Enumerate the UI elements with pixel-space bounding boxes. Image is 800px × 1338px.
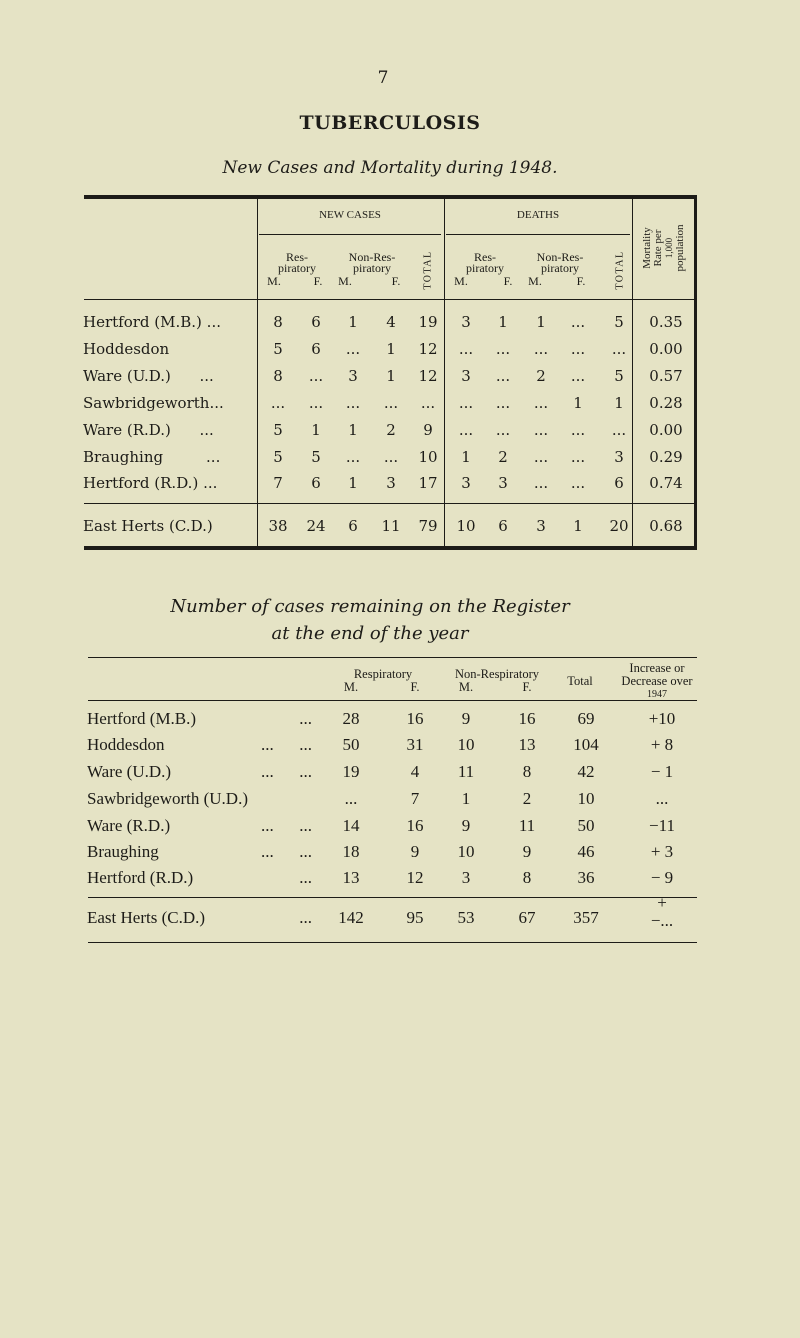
header-respiratory bbox=[278, 252, 316, 274]
divider bbox=[84, 299, 694, 300]
cell: ... bbox=[458, 394, 474, 412]
cell: ... bbox=[495, 340, 511, 358]
cell: 3 bbox=[386, 474, 396, 492]
cell: 1 bbox=[536, 313, 546, 331]
row-dots: ... ... bbox=[261, 735, 312, 754]
header-non-respiratory: Non-Respiratory bbox=[454, 667, 540, 681]
cell: 10 bbox=[457, 735, 475, 754]
header-text: Res- bbox=[286, 250, 308, 264]
cell: 2 bbox=[522, 789, 532, 808]
cell: ... bbox=[344, 789, 358, 808]
cell: ... bbox=[495, 421, 511, 439]
cell: 104 bbox=[573, 735, 599, 754]
cell: 3 bbox=[536, 517, 546, 535]
cell: 20 bbox=[609, 517, 629, 535]
row-label: Ware (U.D.) ... bbox=[83, 367, 214, 385]
cell: 1 bbox=[386, 340, 396, 358]
cell: 10 bbox=[577, 789, 595, 808]
cell: ... bbox=[611, 340, 627, 358]
cell: 5 bbox=[273, 448, 283, 466]
cell: 36 bbox=[577, 868, 595, 887]
cell: 3 bbox=[498, 474, 508, 492]
divider bbox=[88, 657, 697, 658]
cell: 1 bbox=[498, 313, 508, 331]
cell: 17 bbox=[418, 474, 438, 492]
cell: 69 bbox=[577, 709, 595, 728]
cell: 3 bbox=[461, 313, 471, 331]
cell: 11 bbox=[457, 762, 475, 781]
divider bbox=[88, 700, 697, 701]
header-total: TOTAL bbox=[614, 250, 626, 290]
cell: 7 bbox=[273, 474, 283, 492]
divider bbox=[446, 234, 630, 235]
cell: 53 bbox=[457, 908, 475, 927]
mortality-line: Mortality bbox=[641, 227, 653, 269]
row-dots: ... bbox=[299, 908, 312, 927]
cell: 5 bbox=[614, 367, 624, 385]
header-new-cases: NEW CASES bbox=[319, 209, 381, 221]
row-label: Ware (R.D.) ... bbox=[83, 421, 214, 439]
cell: 5 bbox=[273, 340, 283, 358]
cell: ... bbox=[570, 448, 586, 466]
header-change-line: Decrease over bbox=[621, 674, 693, 688]
cell: 12 bbox=[418, 367, 438, 385]
cell: 9 bbox=[522, 842, 532, 861]
header-change bbox=[621, 662, 692, 701]
cell: 2 bbox=[386, 421, 396, 439]
cell: ... bbox=[533, 340, 549, 358]
cell: 142 bbox=[338, 908, 364, 927]
cell: ... bbox=[495, 367, 511, 385]
row-label: Hoddesdon bbox=[83, 340, 170, 358]
cell: 79 bbox=[418, 517, 438, 535]
cell: 9 bbox=[410, 842, 420, 861]
cell: − 1 bbox=[650, 762, 674, 781]
mortality-line: population bbox=[674, 224, 686, 272]
header-text: Non-Res- bbox=[348, 250, 396, 264]
mortality-line: 1,000 bbox=[664, 237, 674, 259]
cell: 11 bbox=[518, 816, 536, 835]
row-dots: ... bbox=[299, 868, 312, 887]
cell: −11 bbox=[649, 816, 675, 835]
table1-right-rule bbox=[694, 195, 697, 550]
row-label: Sawbridgeworth (U.D.) bbox=[87, 789, 248, 808]
table1-subtitle: New Cases and Mortality during 1948. bbox=[222, 158, 558, 178]
cell: 5 bbox=[311, 448, 321, 466]
cell: 8 bbox=[273, 367, 283, 385]
divider bbox=[632, 199, 633, 547]
cell: ... bbox=[570, 340, 586, 358]
cell: 3 bbox=[461, 474, 471, 492]
header-respiratory bbox=[466, 252, 504, 274]
table1-top-rule bbox=[84, 195, 697, 199]
header-total: TOTAL bbox=[422, 250, 434, 290]
cell: 1 bbox=[311, 421, 321, 439]
page-title: TUBERCULOSIS bbox=[299, 112, 481, 134]
header-text: Non-Res- bbox=[536, 250, 584, 264]
cell: ... bbox=[420, 394, 436, 412]
header-total: Total bbox=[567, 674, 593, 688]
cell: 13 bbox=[518, 735, 536, 754]
row-dots: ... ... bbox=[261, 816, 312, 835]
cell: ... bbox=[533, 474, 549, 492]
cell: ... bbox=[458, 340, 474, 358]
cell: ... bbox=[308, 394, 324, 412]
cell: ... bbox=[570, 367, 586, 385]
header-text: piratory bbox=[352, 261, 391, 275]
cell: 18 bbox=[342, 842, 360, 861]
cell: 19 bbox=[418, 313, 438, 331]
cell: ... bbox=[495, 394, 511, 412]
header-f: F. bbox=[410, 680, 420, 694]
row-label: Hoddesdon bbox=[87, 735, 165, 754]
cell: ... bbox=[570, 474, 586, 492]
cell: 10 bbox=[456, 517, 476, 535]
cell: 0.00 bbox=[649, 421, 683, 439]
cell: 3 bbox=[614, 448, 624, 466]
row-label: Sawbridgeworth... bbox=[83, 394, 224, 412]
cell: 0.28 bbox=[649, 394, 683, 412]
cell: 8 bbox=[522, 868, 532, 887]
cell: 50 bbox=[577, 816, 595, 835]
cell: 0.68 bbox=[649, 517, 683, 535]
divider bbox=[259, 234, 441, 235]
cell: 10 bbox=[457, 842, 475, 861]
cell: 16 bbox=[518, 709, 536, 728]
row-label: Hertford (R.D.) ... bbox=[83, 474, 218, 492]
cell: 24 bbox=[306, 517, 326, 535]
cell: 7 bbox=[410, 789, 420, 808]
header-deaths: DEATHS bbox=[516, 209, 560, 221]
header-m: M. bbox=[267, 274, 281, 288]
divider bbox=[88, 897, 697, 898]
header-respiratory: Respiratory bbox=[353, 667, 413, 681]
cell: 357 bbox=[573, 908, 599, 927]
header-text: piratory bbox=[278, 261, 316, 275]
header-change-line: 1947 bbox=[646, 689, 667, 700]
header-m: M. bbox=[338, 274, 352, 288]
cell: 5 bbox=[614, 313, 624, 331]
cell: ... bbox=[345, 448, 361, 466]
cell: ... bbox=[383, 394, 399, 412]
row-label: Hertford (M.B.) bbox=[87, 709, 197, 728]
cell: 9 bbox=[461, 816, 471, 835]
cell: ... bbox=[458, 421, 474, 439]
cell: ... bbox=[570, 313, 586, 331]
row-label: East Herts (C.D.) bbox=[83, 517, 213, 535]
cell: +10 bbox=[648, 709, 676, 728]
mortality-line: Rate per bbox=[652, 229, 664, 267]
cell: ... bbox=[611, 421, 627, 439]
divider bbox=[257, 199, 258, 547]
cell: 12 bbox=[418, 340, 438, 358]
cell: 6 bbox=[311, 313, 321, 331]
cell: ... bbox=[308, 367, 324, 385]
header-f: F. bbox=[391, 274, 401, 288]
cell: 38 bbox=[268, 517, 288, 535]
row-label: Hertford (R.D.) bbox=[87, 868, 194, 887]
row-label: Ware (R.D.) bbox=[87, 816, 171, 835]
header-m: M. bbox=[454, 274, 468, 288]
cell: 3 bbox=[461, 367, 471, 385]
header-f: F. bbox=[313, 274, 323, 288]
header-text: piratory bbox=[466, 261, 504, 275]
cell: 6 bbox=[614, 474, 624, 492]
cell: 1 bbox=[573, 394, 583, 412]
divider bbox=[84, 503, 694, 504]
cell: ... bbox=[655, 789, 669, 808]
cell: ... bbox=[533, 448, 549, 466]
cell: 31 bbox=[406, 735, 424, 754]
cell: + 8 bbox=[650, 735, 674, 754]
cell: 6 bbox=[348, 517, 358, 535]
cell: 13 bbox=[342, 868, 360, 887]
row-dots: ... ... bbox=[261, 762, 312, 781]
row-dots: ... ... bbox=[261, 842, 312, 861]
cell: 4 bbox=[410, 762, 420, 781]
cell: 6 bbox=[498, 517, 508, 535]
cell: 2 bbox=[498, 448, 508, 466]
cell: ... bbox=[533, 394, 549, 412]
divider bbox=[88, 942, 697, 943]
cell: 8 bbox=[522, 762, 532, 781]
header-m: M. bbox=[528, 274, 542, 288]
cell: 1 bbox=[348, 421, 358, 439]
header-non-respiratory bbox=[349, 252, 396, 274]
header-mortality bbox=[642, 224, 686, 271]
cell: 1 bbox=[461, 789, 471, 808]
divider bbox=[444, 199, 445, 547]
cell: 1 bbox=[461, 448, 471, 466]
cell: 11 bbox=[381, 517, 401, 535]
cell: ... bbox=[345, 394, 361, 412]
table2-title-line2: at the end of the year bbox=[271, 623, 469, 644]
cell: 95 bbox=[406, 908, 424, 927]
cell: 0.74 bbox=[649, 474, 683, 492]
header-f: F. bbox=[503, 274, 513, 288]
cell: 0.35 bbox=[649, 313, 683, 331]
cell: 1 bbox=[348, 313, 358, 331]
cell: 1 bbox=[614, 394, 624, 412]
cell: 1 bbox=[573, 517, 583, 535]
cell: 8 bbox=[273, 313, 283, 331]
cell: 0.29 bbox=[649, 448, 683, 466]
cell: 42 bbox=[577, 762, 595, 781]
cell: ... bbox=[383, 448, 399, 466]
cell: ... bbox=[345, 340, 361, 358]
cell: 6 bbox=[311, 340, 321, 358]
header-m: M. bbox=[458, 680, 474, 694]
cell: 16 bbox=[406, 816, 424, 835]
cell: 5 bbox=[273, 421, 283, 439]
cell: 9 bbox=[423, 421, 433, 439]
cell: + −... bbox=[650, 893, 674, 930]
table2-title-line1: Number of cases remaining on the Register bbox=[170, 596, 570, 617]
row-label: Braughing bbox=[87, 842, 159, 861]
cell: 28 bbox=[342, 709, 360, 728]
cell: 6 bbox=[311, 474, 321, 492]
header-f: F. bbox=[576, 274, 586, 288]
cell: ... bbox=[533, 421, 549, 439]
page-number: 7 bbox=[377, 68, 389, 88]
table1-bottom-rule bbox=[84, 546, 697, 550]
header-text: Res- bbox=[474, 250, 496, 264]
cell: 16 bbox=[406, 709, 424, 728]
row-label: East Herts (C.D.) bbox=[87, 908, 206, 927]
row-dots: ... bbox=[299, 709, 312, 728]
cell: − 9 bbox=[650, 868, 674, 887]
cell: 9 bbox=[461, 709, 471, 728]
header-non-respiratory bbox=[537, 252, 584, 274]
cell: 4 bbox=[386, 313, 396, 331]
cell: 2 bbox=[536, 367, 546, 385]
cell: 19 bbox=[342, 762, 360, 781]
cell: 10 bbox=[418, 448, 438, 466]
header-f: F. bbox=[522, 680, 532, 694]
cell: 67 bbox=[518, 908, 536, 927]
row-label: Braughing ... bbox=[83, 448, 221, 466]
header-change-line: Increase or bbox=[629, 661, 685, 675]
cell: ... bbox=[570, 421, 586, 439]
row-label: Ware (U.D.) bbox=[87, 762, 172, 781]
cell: 14 bbox=[342, 816, 360, 835]
cell: 50 bbox=[342, 735, 360, 754]
cell: 46 bbox=[577, 842, 595, 861]
header-m: M. bbox=[343, 680, 359, 694]
cell: 12 bbox=[406, 868, 424, 887]
cell: 0.00 bbox=[649, 340, 683, 358]
cell: 1 bbox=[386, 367, 396, 385]
row-label: Hertford (M.B.) ... bbox=[83, 313, 221, 331]
cell: 1 bbox=[348, 474, 358, 492]
cell: 3 bbox=[348, 367, 358, 385]
cell: 0.57 bbox=[649, 367, 683, 385]
cell: 3 bbox=[461, 868, 471, 887]
cell: ... bbox=[270, 394, 286, 412]
header-text: piratory bbox=[540, 261, 579, 275]
cell: + 3 bbox=[650, 842, 674, 861]
